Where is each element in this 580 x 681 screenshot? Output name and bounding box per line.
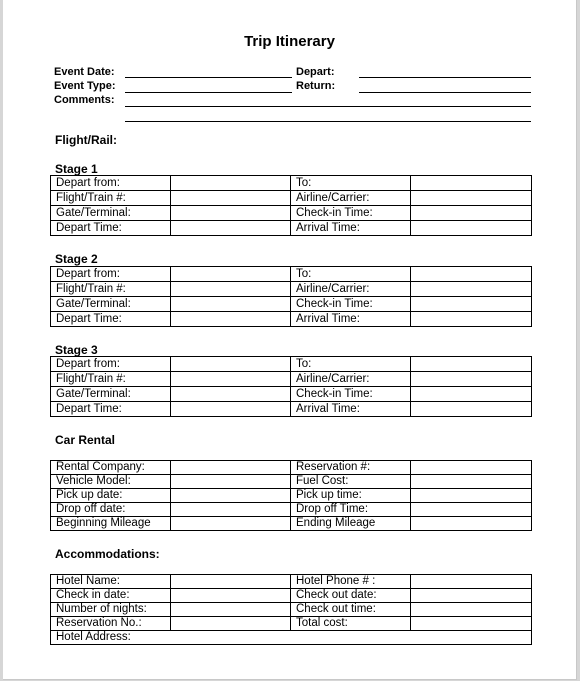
arrival-time-label: Arrival Time: bbox=[291, 402, 411, 417]
fuel-cost-field[interactable] bbox=[411, 475, 532, 489]
stage-2-heading: Stage 2 bbox=[55, 252, 98, 266]
rental-company-label: Rental Company: bbox=[51, 461, 171, 475]
flight-train-label: Flight/Train #: bbox=[51, 372, 171, 387]
flight-train-label: Flight/Train #: bbox=[51, 282, 171, 297]
airline-carrier-label: Airline/Carrier: bbox=[291, 282, 411, 297]
table-row bbox=[51, 489, 532, 503]
flight-train-label: Flight/Train #: bbox=[51, 191, 171, 206]
drop-off-time-label: Drop off Time: bbox=[291, 503, 411, 517]
fuel-cost-label: Fuel Cost: bbox=[291, 475, 411, 489]
flight-train-field[interactable] bbox=[171, 191, 291, 206]
check-in-date-field[interactable] bbox=[171, 589, 291, 603]
depart-time-label: Depart Time: bbox=[51, 221, 171, 236]
airline-carrier-field[interactable] bbox=[411, 372, 532, 387]
table-row bbox=[51, 221, 532, 236]
table-row bbox=[51, 176, 532, 191]
hotel-phone-label: Hotel Phone # : bbox=[291, 575, 411, 589]
check-in-time-field[interactable] bbox=[411, 387, 532, 402]
to-field[interactable] bbox=[411, 357, 532, 372]
event-date-field[interactable] bbox=[125, 77, 292, 78]
check-in-time-label: Check-in Time: bbox=[291, 297, 411, 312]
table-row bbox=[51, 267, 532, 282]
total-cost-label: Total cost: bbox=[291, 617, 411, 631]
flight-train-field[interactable] bbox=[171, 372, 291, 387]
depart-from-field[interactable] bbox=[171, 267, 291, 282]
depart-time-field[interactable] bbox=[171, 221, 291, 236]
comments-field-line-1[interactable] bbox=[125, 106, 531, 107]
check-in-time-label: Check-in Time: bbox=[291, 387, 411, 402]
depart-label: Depart: bbox=[296, 66, 335, 78]
table-row bbox=[51, 517, 532, 531]
number-of-nights-label: Number of nights: bbox=[51, 603, 171, 617]
accommodations-table bbox=[50, 574, 532, 645]
gate-terminal-field[interactable] bbox=[171, 206, 291, 221]
flight-train-field[interactable] bbox=[171, 282, 291, 297]
event-type-field[interactable] bbox=[125, 92, 292, 93]
arrival-time-label: Arrival Time: bbox=[291, 312, 411, 327]
return-label: Return: bbox=[296, 80, 336, 92]
depart-time-field[interactable] bbox=[171, 312, 291, 327]
depart-time-field[interactable] bbox=[171, 402, 291, 417]
airline-carrier-field[interactable] bbox=[411, 191, 532, 206]
airline-carrier-label: Airline/Carrier: bbox=[291, 372, 411, 387]
depart-from-label: Depart from: bbox=[51, 176, 171, 191]
rental-company-field[interactable] bbox=[171, 461, 291, 475]
table-row bbox=[51, 387, 532, 402]
car-rental-table bbox=[50, 460, 532, 531]
check-out-time-label: Check out time: bbox=[291, 603, 411, 617]
ending-mileage-label: Ending Mileage bbox=[291, 517, 411, 531]
to-field[interactable] bbox=[411, 176, 532, 191]
check-out-date-field[interactable] bbox=[411, 589, 532, 603]
flight-rail-heading: Flight/Rail: bbox=[55, 133, 117, 147]
check-in-date-label: Check in date: bbox=[51, 589, 171, 603]
reservation-no-field[interactable] bbox=[171, 617, 291, 631]
accommodations-heading: Accommodations: bbox=[55, 547, 160, 561]
stage-1-table bbox=[50, 175, 532, 236]
table-row bbox=[51, 589, 532, 603]
gate-terminal-label: Gate/Terminal: bbox=[51, 297, 171, 312]
hotel-phone-field[interactable] bbox=[411, 575, 532, 589]
pick-up-date-field[interactable] bbox=[171, 489, 291, 503]
table-row bbox=[51, 357, 532, 372]
return-field[interactable] bbox=[359, 92, 531, 93]
gate-terminal-field[interactable] bbox=[171, 387, 291, 402]
table-row bbox=[51, 402, 532, 417]
comments-field-line-2[interactable] bbox=[125, 121, 531, 122]
table-row bbox=[51, 282, 532, 297]
arrival-time-field[interactable] bbox=[411, 402, 532, 417]
pick-up-date-label: Pick up date: bbox=[51, 489, 171, 503]
check-in-time-field[interactable] bbox=[411, 206, 532, 221]
to-field[interactable] bbox=[411, 267, 532, 282]
gate-terminal-field[interactable] bbox=[171, 297, 291, 312]
depart-from-field[interactable] bbox=[171, 176, 291, 191]
to-label: To: bbox=[291, 267, 411, 282]
drop-off-date-field[interactable] bbox=[171, 503, 291, 517]
number-of-nights-field[interactable] bbox=[171, 603, 291, 617]
table-row bbox=[51, 631, 532, 645]
depart-field[interactable] bbox=[359, 77, 531, 78]
beginning-mileage-label: Beginning Mileage bbox=[51, 517, 171, 531]
total-cost-field[interactable] bbox=[411, 617, 532, 631]
table-row bbox=[51, 503, 532, 517]
beginning-mileage-field[interactable] bbox=[171, 517, 291, 531]
hotel-name-field[interactable] bbox=[171, 575, 291, 589]
stage-2-table bbox=[50, 266, 532, 327]
gate-terminal-label: Gate/Terminal: bbox=[51, 206, 171, 221]
check-out-date-label: Check out date: bbox=[291, 589, 411, 603]
pick-up-time-field[interactable] bbox=[411, 489, 532, 503]
table-row bbox=[51, 312, 532, 327]
table-row bbox=[51, 372, 532, 387]
stage-3-table bbox=[50, 356, 532, 417]
drop-off-time-field[interactable] bbox=[411, 503, 532, 517]
table-row bbox=[51, 461, 532, 475]
to-label: To: bbox=[291, 357, 411, 372]
depart-from-field[interactable] bbox=[171, 357, 291, 372]
table-row bbox=[51, 475, 532, 489]
car-rental-heading: Car Rental bbox=[55, 433, 116, 447]
table-row bbox=[51, 603, 532, 617]
table-row bbox=[51, 617, 532, 631]
arrival-time-field[interactable] bbox=[411, 312, 532, 327]
hotel-address-label[interactable]: Hotel Address: bbox=[51, 631, 532, 645]
to-label: To: bbox=[291, 176, 411, 191]
check-in-time-field[interactable] bbox=[411, 297, 532, 312]
depart-time-label: Depart Time: bbox=[51, 312, 171, 327]
depart-from-label: Depart from: bbox=[51, 267, 171, 282]
depart-from-label: Depart from: bbox=[51, 357, 171, 372]
reservation-no-label: Reservation No.: bbox=[51, 617, 171, 631]
depart-time-label: Depart Time: bbox=[51, 402, 171, 417]
arrival-time-label: Arrival Time: bbox=[291, 221, 411, 236]
check-out-time-field[interactable] bbox=[411, 603, 532, 617]
table-row bbox=[51, 191, 532, 206]
stage-1-heading: Stage 1 bbox=[55, 162, 98, 176]
airline-carrier-field[interactable] bbox=[411, 282, 532, 297]
itinerary-page bbox=[3, 0, 577, 680]
vehicle-model-label: Vehicle Model: bbox=[51, 475, 171, 489]
comments-label: Comments: bbox=[54, 94, 115, 106]
reservation-number-label: Reservation #: bbox=[291, 461, 411, 475]
vehicle-model-field[interactable] bbox=[171, 475, 291, 489]
airline-carrier-label: Airline/Carrier: bbox=[291, 191, 411, 206]
drop-off-date-label: Drop off date: bbox=[51, 503, 171, 517]
page-title: Trip Itinerary bbox=[244, 33, 335, 50]
table-row bbox=[51, 206, 532, 221]
pick-up-time-label: Pick up time: bbox=[291, 489, 411, 503]
event-date-label: Event Date: bbox=[54, 66, 115, 78]
gate-terminal-label: Gate/Terminal: bbox=[51, 387, 171, 402]
check-in-time-label: Check-in Time: bbox=[291, 206, 411, 221]
arrival-time-field[interactable] bbox=[411, 221, 532, 236]
table-row bbox=[51, 297, 532, 312]
stage-3-heading: Stage 3 bbox=[55, 343, 98, 357]
event-type-label: Event Type: bbox=[54, 80, 116, 92]
hotel-name-label: Hotel Name: bbox=[51, 575, 171, 589]
table-row bbox=[51, 575, 532, 589]
ending-mileage-field[interactable] bbox=[411, 517, 532, 531]
reservation-number-field[interactable] bbox=[411, 461, 532, 475]
